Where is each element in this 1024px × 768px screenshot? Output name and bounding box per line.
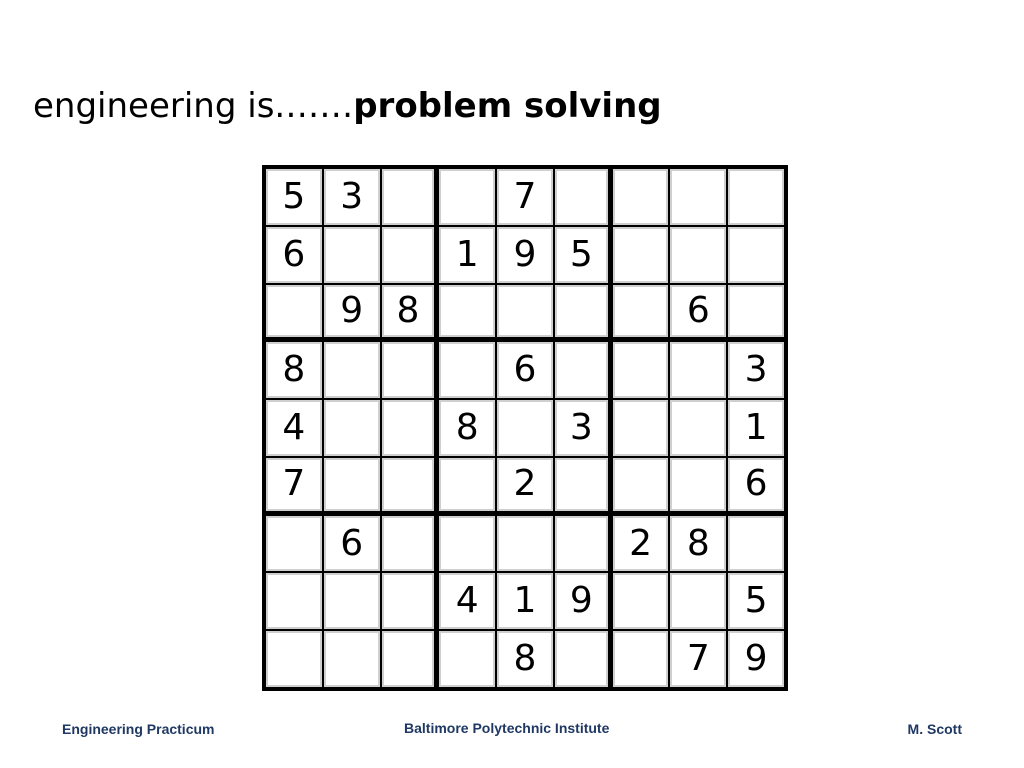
sudoku-cell [324, 342, 380, 398]
footer-institution: Baltimore Polytechnic Institute [404, 720, 610, 736]
sudoku-cell: 7 [266, 458, 322, 511]
sudoku-cell [439, 631, 495, 687]
sudoku-cell: 6 [497, 342, 553, 398]
sudoku-cell: 1 [439, 227, 495, 283]
sudoku-cell [670, 458, 726, 511]
sudoku-cell [266, 285, 322, 338]
sudoku-cell [728, 285, 784, 338]
sudoku-cell: 5 [266, 169, 322, 225]
sudoku-cell [613, 573, 669, 629]
sudoku-cell [382, 458, 435, 511]
sudoku-cell [324, 631, 380, 687]
sudoku-cell [555, 458, 608, 511]
footer-author: M. Scott [907, 721, 962, 737]
footer-course: Engineering Practicum [62, 721, 215, 737]
sudoku-cell [439, 342, 495, 398]
sudoku-cell [613, 285, 669, 338]
sudoku-cell: 8 [670, 516, 726, 572]
sudoku-cell: 2 [613, 516, 669, 572]
sudoku-cell [439, 285, 495, 338]
sudoku-cell [324, 400, 380, 456]
sudoku-cell [670, 169, 726, 225]
sudoku-cell: 3 [324, 169, 380, 225]
sudoku-cell [613, 169, 669, 225]
title-emphasis: problem solving [353, 86, 662, 126]
sudoku-cell: 2 [497, 458, 553, 511]
sudoku-cell: 8 [497, 631, 553, 687]
sudoku-cell [670, 400, 726, 456]
title-prefix: engineering is.…… [33, 86, 354, 126]
sudoku-cell: 9 [728, 631, 784, 687]
sudoku-cell: 9 [497, 227, 553, 283]
sudoku-cell: 1 [728, 400, 784, 456]
sudoku-cell [670, 342, 726, 398]
sudoku-cell [613, 227, 669, 283]
sudoku-cell [728, 169, 784, 225]
sudoku-cell [382, 342, 435, 398]
sudoku-cell [324, 573, 380, 629]
sudoku-cell [439, 169, 495, 225]
sudoku-cell [266, 516, 322, 572]
sudoku-cell: 7 [670, 631, 726, 687]
sudoku-cell: 5 [728, 573, 784, 629]
sudoku-cell: 8 [266, 342, 322, 398]
sudoku-cell [613, 458, 669, 511]
sudoku-cell: 5 [555, 227, 608, 283]
sudoku-cell: 6 [324, 516, 380, 572]
sudoku-cell [497, 516, 553, 572]
sudoku-cell [555, 169, 608, 225]
sudoku-cell: 9 [324, 285, 380, 338]
sudoku-cell [497, 285, 553, 338]
sudoku-cell: 3 [555, 400, 608, 456]
sudoku-cell [497, 400, 553, 456]
sudoku-cell: 4 [266, 400, 322, 456]
sudoku-cell [613, 400, 669, 456]
sudoku-cell: 9 [555, 573, 608, 629]
sudoku-cell [266, 573, 322, 629]
sudoku-cell: 1 [497, 573, 553, 629]
sudoku-cell [555, 342, 608, 398]
sudoku-cell: 4 [439, 573, 495, 629]
sudoku-cell: 6 [266, 227, 322, 283]
sudoku-cell [439, 458, 495, 511]
slide-title [33, 82, 662, 130]
sudoku-cell [324, 227, 380, 283]
sudoku-cell: 6 [728, 458, 784, 511]
sudoku-cell: 8 [382, 285, 435, 338]
sudoku-cell [555, 516, 608, 572]
sudoku-cell: 3 [728, 342, 784, 398]
sudoku-cell: 6 [670, 285, 726, 338]
sudoku-cell [266, 631, 322, 687]
sudoku-cell [670, 227, 726, 283]
sudoku-cell [382, 631, 435, 687]
sudoku-cell: 8 [439, 400, 495, 456]
sudoku-cell [670, 573, 726, 629]
sudoku-cell [439, 516, 495, 572]
sudoku-cell [324, 458, 380, 511]
sudoku-cell [728, 516, 784, 572]
sudoku-cell [382, 573, 435, 629]
sudoku-cell [728, 227, 784, 283]
sudoku-cell: 7 [497, 169, 553, 225]
sudoku-cell [382, 227, 435, 283]
sudoku-cell [382, 169, 435, 225]
sudoku-cell [382, 516, 435, 572]
sudoku-cell [555, 631, 608, 687]
sudoku-cell [382, 400, 435, 456]
sudoku-cell [613, 631, 669, 687]
sudoku-cell [555, 285, 608, 338]
sudoku-cell [613, 342, 669, 398]
sudoku-grid [262, 165, 788, 691]
